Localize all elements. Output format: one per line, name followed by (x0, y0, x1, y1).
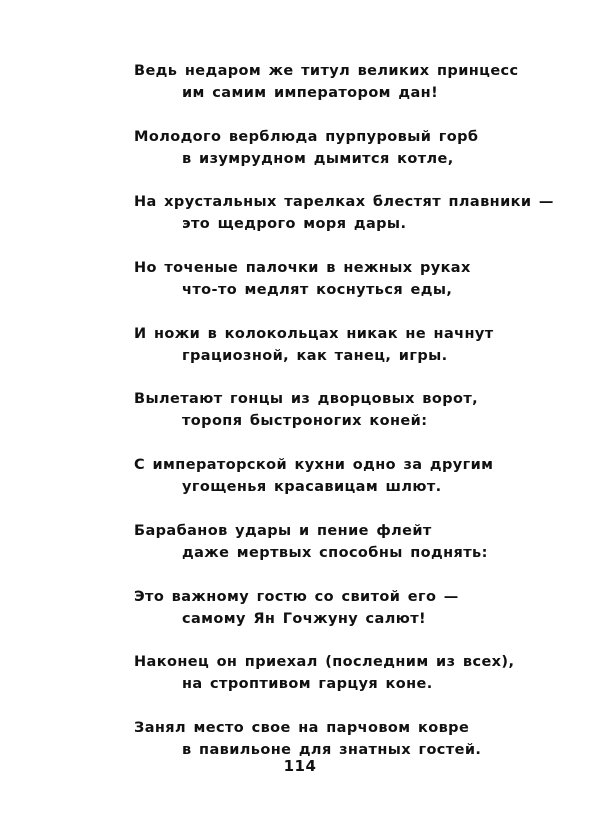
page-number: 114 (283, 757, 317, 775)
verse-line: Это важному гостю со свитой его — (134, 588, 459, 605)
verse-line: это щедрого моря дары. (182, 216, 407, 233)
verse-line: им самим императором дан! (182, 85, 439, 101)
verse-line: И ножи в колокольцах никак не начнут (134, 325, 494, 342)
verse-line: в изумрудном дымится котле, (182, 150, 454, 167)
stanza (134, 60, 574, 122)
stanza (134, 257, 574, 319)
verse-line: Занял место свое на парчовом ковре (134, 719, 470, 736)
verse-line: С императорской кухни одно за другим (134, 457, 494, 474)
stanza (134, 454, 574, 516)
stanza (134, 126, 574, 188)
verse-line: на строптивом гарцуя коне. (182, 676, 433, 693)
verse-line: Но точеные палочки в нежных руках (134, 260, 471, 277)
stanza (134, 388, 574, 450)
verse-line: Наконец он приехал (последним из всех), (134, 654, 515, 671)
verse-line: что-то медлят коснуться еды, (182, 282, 453, 299)
verse-line: угощенья красавицам шлют. (182, 479, 442, 496)
stanza (134, 651, 574, 713)
verse-line: Вылетают гонцы из дворцовых ворот, (134, 391, 479, 408)
verse-line: торопя быстроногих коней: (182, 413, 428, 430)
verse-line: самому Ян Гочжуну салют! (182, 610, 427, 627)
stanza (134, 586, 574, 648)
verse-line: Молодого верблюда пурпуровый горб (134, 128, 479, 145)
verse-line: Ведь недаром же титул великих принцесс (134, 63, 519, 79)
stanza (134, 520, 574, 582)
verse-line: На хрустальных тарелках блестят плавники — (134, 194, 554, 211)
verse-line: даже мертвых способны поднять: (182, 544, 488, 561)
stanza (134, 323, 574, 385)
verse-line: грациозной, как танец, игры. (182, 347, 448, 364)
poem-text (134, 60, 574, 783)
verse-line: Барабанов удары и пение флейт (134, 522, 432, 539)
stanza (134, 191, 574, 253)
verse-line: в павильоне для знатных гостей. (182, 741, 482, 758)
